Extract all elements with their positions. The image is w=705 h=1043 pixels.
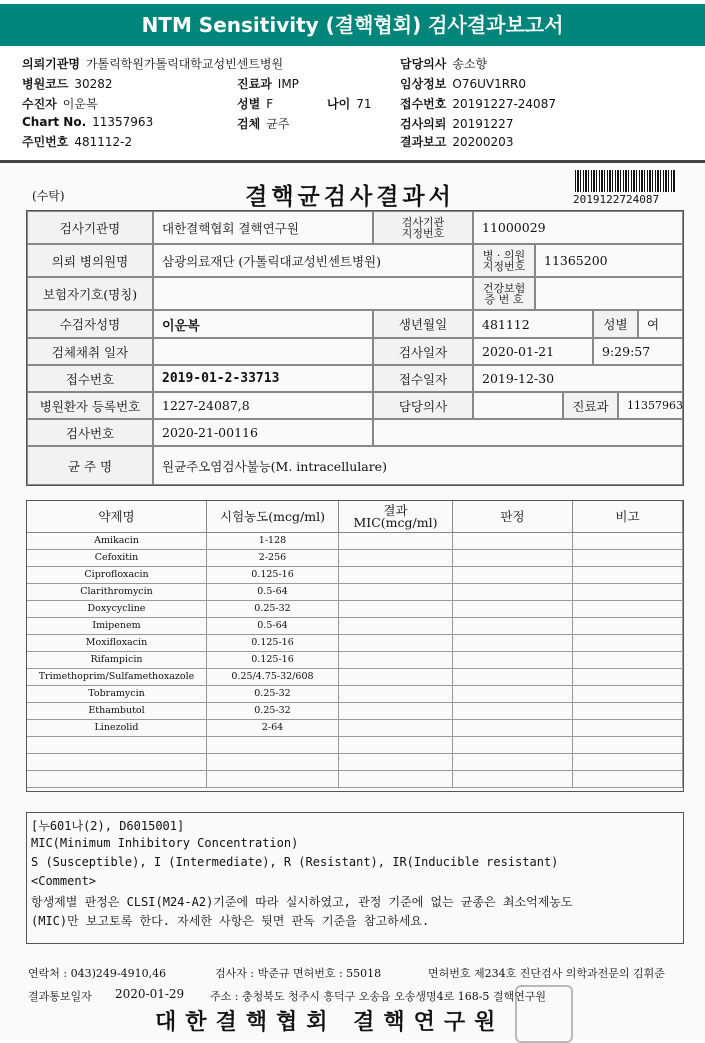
empty-cell — [453, 754, 573, 770]
header-field — [237, 95, 273, 112]
drug-name: Ethambutol — [27, 703, 207, 719]
info-label-cell: 검체채취 일자 — [27, 338, 153, 365]
drug-name — [27, 771, 207, 787]
comment-line: <Comment> — [31, 874, 97, 888]
empty-cell — [339, 533, 453, 549]
info-label-cell: 접수번호 — [27, 365, 153, 392]
info-label-cell: 병 · 의원 지정번호 — [473, 244, 535, 277]
drug-concentration: 0.25-32 — [207, 703, 339, 719]
drug-concentration: 1-128 — [207, 533, 339, 549]
info-value-cell: 1227-24087,8 — [153, 392, 373, 419]
report-title: NTM Sensitivity (결핵협회) 검사결과보고서 — [0, 4, 705, 46]
header-field-label: 병원코드 — [22, 77, 69, 91]
header-field — [400, 75, 526, 92]
drug-table-header: 시험농도(mcg/ml) — [207, 501, 339, 533]
drug-name: Linezolid — [27, 720, 207, 736]
header-field-value: 20191227 — [452, 117, 514, 131]
footer-examiner: 검사자 : 박준규 면허번호 : 55018 — [215, 967, 382, 980]
table-row — [27, 567, 683, 584]
info-value-cell — [153, 277, 473, 310]
table-row — [27, 720, 683, 737]
header-field-label: 성별 — [237, 97, 261, 111]
info-label-cell: 담당의사 — [373, 392, 473, 419]
drug-concentration — [207, 754, 339, 770]
table-row — [27, 737, 683, 754]
patient-info-table — [26, 210, 684, 486]
info-value-cell: 원균주오염검사불능(M. intracellulare) — [153, 446, 683, 485]
empty-cell — [339, 635, 453, 651]
empty-cell — [573, 703, 683, 719]
empty-cell — [453, 737, 573, 753]
table-row — [27, 703, 683, 720]
barcode-icon — [575, 170, 675, 192]
info-value-cell: 2019-01-2-33713 — [153, 365, 373, 392]
empty-cell — [339, 703, 453, 719]
header-field — [22, 75, 113, 92]
empty-cell — [573, 635, 683, 651]
info-value-cell: 여 — [638, 310, 683, 338]
header-field-label: 주민번호 — [22, 135, 69, 149]
header-field — [22, 133, 132, 150]
drug-name — [27, 754, 207, 770]
empty-cell — [339, 567, 453, 583]
drug-name: Trimethoprim/Sulfamethoxazole — [27, 669, 207, 685]
empty-cell — [339, 686, 453, 702]
info-label-cell: 성별 — [593, 310, 638, 338]
empty-cell — [573, 771, 683, 787]
drug-concentration: 0.125-16 — [207, 567, 339, 583]
drug-concentration: 0.5-64 — [207, 584, 339, 600]
table-row — [27, 754, 683, 771]
drug-concentration: 0.125-16 — [207, 652, 339, 668]
comment-box — [26, 812, 684, 944]
empty-cell — [339, 771, 453, 787]
drug-concentration: 2-64 — [207, 720, 339, 736]
info-value-cell: 11000029 — [473, 211, 683, 244]
info-value-cell — [473, 392, 563, 419]
empty-cell — [453, 601, 573, 617]
empty-cell — [573, 533, 683, 549]
comment-line: S (Susceptible), I (Intermediate), R (Resistant), IR(Inducible resistant) — [31, 855, 559, 869]
header-field-value: 20200203 — [452, 135, 514, 149]
seal-stamp-icon — [515, 985, 573, 1043]
drug-concentration: 0.25/4.75-32/608 — [207, 669, 339, 685]
header-field-label: 의뢰기관명 — [22, 57, 80, 71]
empty-cell — [339, 669, 453, 685]
header-field-value: 송소향 — [452, 57, 488, 71]
table-row — [27, 601, 683, 618]
empty-cell — [453, 686, 573, 702]
drug-concentration: 2-256 — [207, 550, 339, 566]
table-row — [27, 618, 683, 635]
info-value-cell: 11357963 — [618, 392, 683, 419]
header-field-value: 이운복 — [62, 97, 98, 111]
header-field — [22, 55, 283, 72]
header-field-label: 결과보고 — [400, 135, 447, 149]
empty-cell — [453, 618, 573, 634]
info-value-cell: 이운복 — [153, 310, 373, 338]
header-field-label: 검사의뢰 — [400, 117, 447, 131]
header-field — [327, 95, 371, 112]
table-row — [27, 533, 683, 550]
footer-report-date: 2020-01-29 — [115, 987, 185, 1001]
empty-cell — [573, 737, 683, 753]
empty-cell — [573, 686, 683, 702]
drug-name — [27, 737, 207, 753]
drug-concentration: 0.5-64 — [207, 618, 339, 634]
barcode-number: 2019122724087 — [573, 193, 660, 206]
header-field — [237, 75, 299, 92]
info-label-cell: 균 주 명 — [27, 446, 153, 485]
drug-table-header: 판정 — [453, 501, 573, 533]
empty-cell — [453, 720, 573, 736]
header-field-value: 가톨릭학원가톨릭대학교성빈센트병원 — [85, 57, 284, 71]
drug-concentration: 0.125-16 — [207, 635, 339, 651]
table-row — [27, 686, 683, 703]
header-field-value: 11357963 — [92, 115, 154, 129]
info-label-cell: 접수일자 — [373, 365, 473, 392]
footer-contact: 연락처 : 043)249-4910,46 — [28, 967, 167, 980]
drug-name: Ciprofloxacin — [27, 567, 207, 583]
header-field — [400, 55, 487, 72]
drug-name: Cefoxitin — [27, 550, 207, 566]
header-field-value: 30282 — [74, 77, 113, 91]
info-label-cell: 생년월일 — [373, 310, 473, 338]
drug-name: Clarithromycin — [27, 584, 207, 600]
info-value-cell: 대한결핵협회 결핵연구원 — [153, 211, 373, 244]
drug-concentration: 0.25-32 — [207, 686, 339, 702]
header-field-label: 접수번호 — [400, 97, 447, 111]
footer-address: 주소 : 충청북도 청주시 흥덕구 오송읍 오송생명4로 168-5 결핵연구원 — [210, 990, 547, 1003]
info-value-cell: 11365200 — [535, 244, 683, 277]
empty-cell — [453, 771, 573, 787]
drug-name: Moxifloxacin — [27, 635, 207, 651]
empty-cell — [339, 550, 453, 566]
header-field-label: 수진자 — [22, 97, 57, 111]
header-field-label: 나이 — [327, 97, 351, 111]
info-value-cell: 9:29:57 — [593, 338, 683, 365]
empty-cell — [339, 754, 453, 770]
info-label-cell: 검사기관명 — [27, 211, 153, 244]
empty-cell — [339, 601, 453, 617]
info-label-cell: 의뢰 병의원명 — [27, 244, 153, 277]
header-field — [22, 95, 98, 112]
empty-cell — [453, 669, 573, 685]
document-title: 결핵균검사결과서 — [245, 183, 455, 210]
empty-cell — [573, 550, 683, 566]
empty-cell — [573, 584, 683, 600]
receiver-label: (수탁) — [32, 189, 65, 203]
drug-sensitivity-table — [26, 500, 684, 792]
organization-name: 대한결핵협회 결핵연구원 — [155, 1009, 505, 1035]
info-value-cell — [373, 419, 683, 446]
empty-cell — [573, 618, 683, 634]
empty-cell — [573, 652, 683, 668]
drug-table-header: 결과 MIC(mcg/ml) — [339, 501, 453, 533]
info-label-cell: 진료과 — [563, 392, 618, 419]
footer-report-date-label: 결과통보일자 — [28, 990, 92, 1003]
header-field-value: 481112-2 — [74, 135, 133, 149]
drug-table-header: 비고 — [573, 501, 683, 533]
drug-name: Tobramycin — [27, 686, 207, 702]
header-field-label: 진료과 — [237, 77, 272, 91]
info-label-cell: 검사기관 지정번호 — [373, 211, 473, 244]
drug-name: Rifampicin — [27, 652, 207, 668]
info-value-cell — [535, 277, 683, 310]
comment-line: MIC(Minimum Inhibitory Concentration) — [31, 836, 299, 850]
table-row — [27, 635, 683, 652]
header-field-value: IMP — [277, 77, 299, 91]
header-field-label: 임상정보 — [400, 77, 447, 91]
empty-cell — [453, 652, 573, 668]
empty-cell — [453, 567, 573, 583]
info-label-cell: 병원환자 등록번호 — [27, 392, 153, 419]
header-field-label: 담당의사 — [400, 57, 447, 71]
empty-cell — [573, 601, 683, 617]
header-field — [400, 95, 556, 112]
comment-line: 항생제별 판정은 CLSI(M24-A2)기준에 따라 실시하였고, 관정 기준에 없는 균종은 최소억제농도 — [31, 895, 573, 909]
info-label-cell: 보험자기호(명칭) — [27, 277, 153, 310]
info-label-cell: 수검자성명 — [27, 310, 153, 338]
footer-doctor: 면허번호 제234호 진단검사 의학과전문의 김휘준 — [428, 967, 665, 980]
empty-cell — [453, 533, 573, 549]
header-field-value: O76UV1RR0 — [452, 77, 527, 91]
drug-name: Imipenem — [27, 618, 207, 634]
info-value-cell: 삼광의료재단 (가톨릭대교성빈센트병원) — [153, 244, 473, 277]
header-field — [400, 133, 513, 150]
empty-cell — [339, 584, 453, 600]
header-field — [22, 115, 153, 129]
empty-cell — [339, 652, 453, 668]
empty-cell — [453, 635, 573, 651]
empty-cell — [453, 550, 573, 566]
info-value-cell: 2020-21-00116 — [153, 419, 373, 446]
drug-table-header: 약제명 — [27, 501, 207, 533]
header-field-label: Chart No. — [22, 115, 87, 129]
empty-cell — [339, 618, 453, 634]
empty-cell — [453, 584, 573, 600]
empty-cell — [453, 703, 573, 719]
header-field-label: 검체 — [237, 117, 261, 131]
drug-concentration: 0.25-32 — [207, 601, 339, 617]
comment-line: [누601나(2), D6015001] — [31, 819, 185, 833]
info-label-cell: 건강보험 증 번 호 — [473, 277, 535, 310]
header-field-value: 20191227-24087 — [452, 97, 556, 111]
header-field — [400, 115, 513, 132]
header-field-value: 균주 — [266, 117, 290, 131]
header-field-value: 71 — [356, 97, 372, 111]
comment-line: (MIC)만 보고토록 한다. 자세한 사항은 뒷면 판독 기준을 참고하세요. — [31, 914, 430, 928]
header-field — [237, 115, 289, 132]
drug-concentration — [207, 771, 339, 787]
empty-cell — [573, 669, 683, 685]
drug-name: Amikacin — [27, 533, 207, 549]
empty-cell — [573, 567, 683, 583]
empty-cell — [573, 720, 683, 736]
table-row — [27, 669, 683, 686]
header-field-value: F — [266, 97, 274, 111]
drug-concentration — [207, 737, 339, 753]
empty-cell — [573, 754, 683, 770]
info-value-cell: 2020-01-21 — [473, 338, 593, 365]
table-row — [27, 550, 683, 567]
empty-cell — [339, 737, 453, 753]
table-row — [27, 652, 683, 669]
info-value-cell: 481112 — [473, 310, 593, 338]
table-row — [27, 584, 683, 601]
drug-name: Doxycycline — [27, 601, 207, 617]
empty-cell — [339, 720, 453, 736]
info-label-cell: 검사번호 — [27, 419, 153, 446]
table-row — [27, 771, 683, 788]
info-value-cell: 2019-12-30 — [473, 365, 683, 392]
info-label-cell: 검사일자 — [373, 338, 473, 365]
info-value-cell — [153, 338, 373, 365]
